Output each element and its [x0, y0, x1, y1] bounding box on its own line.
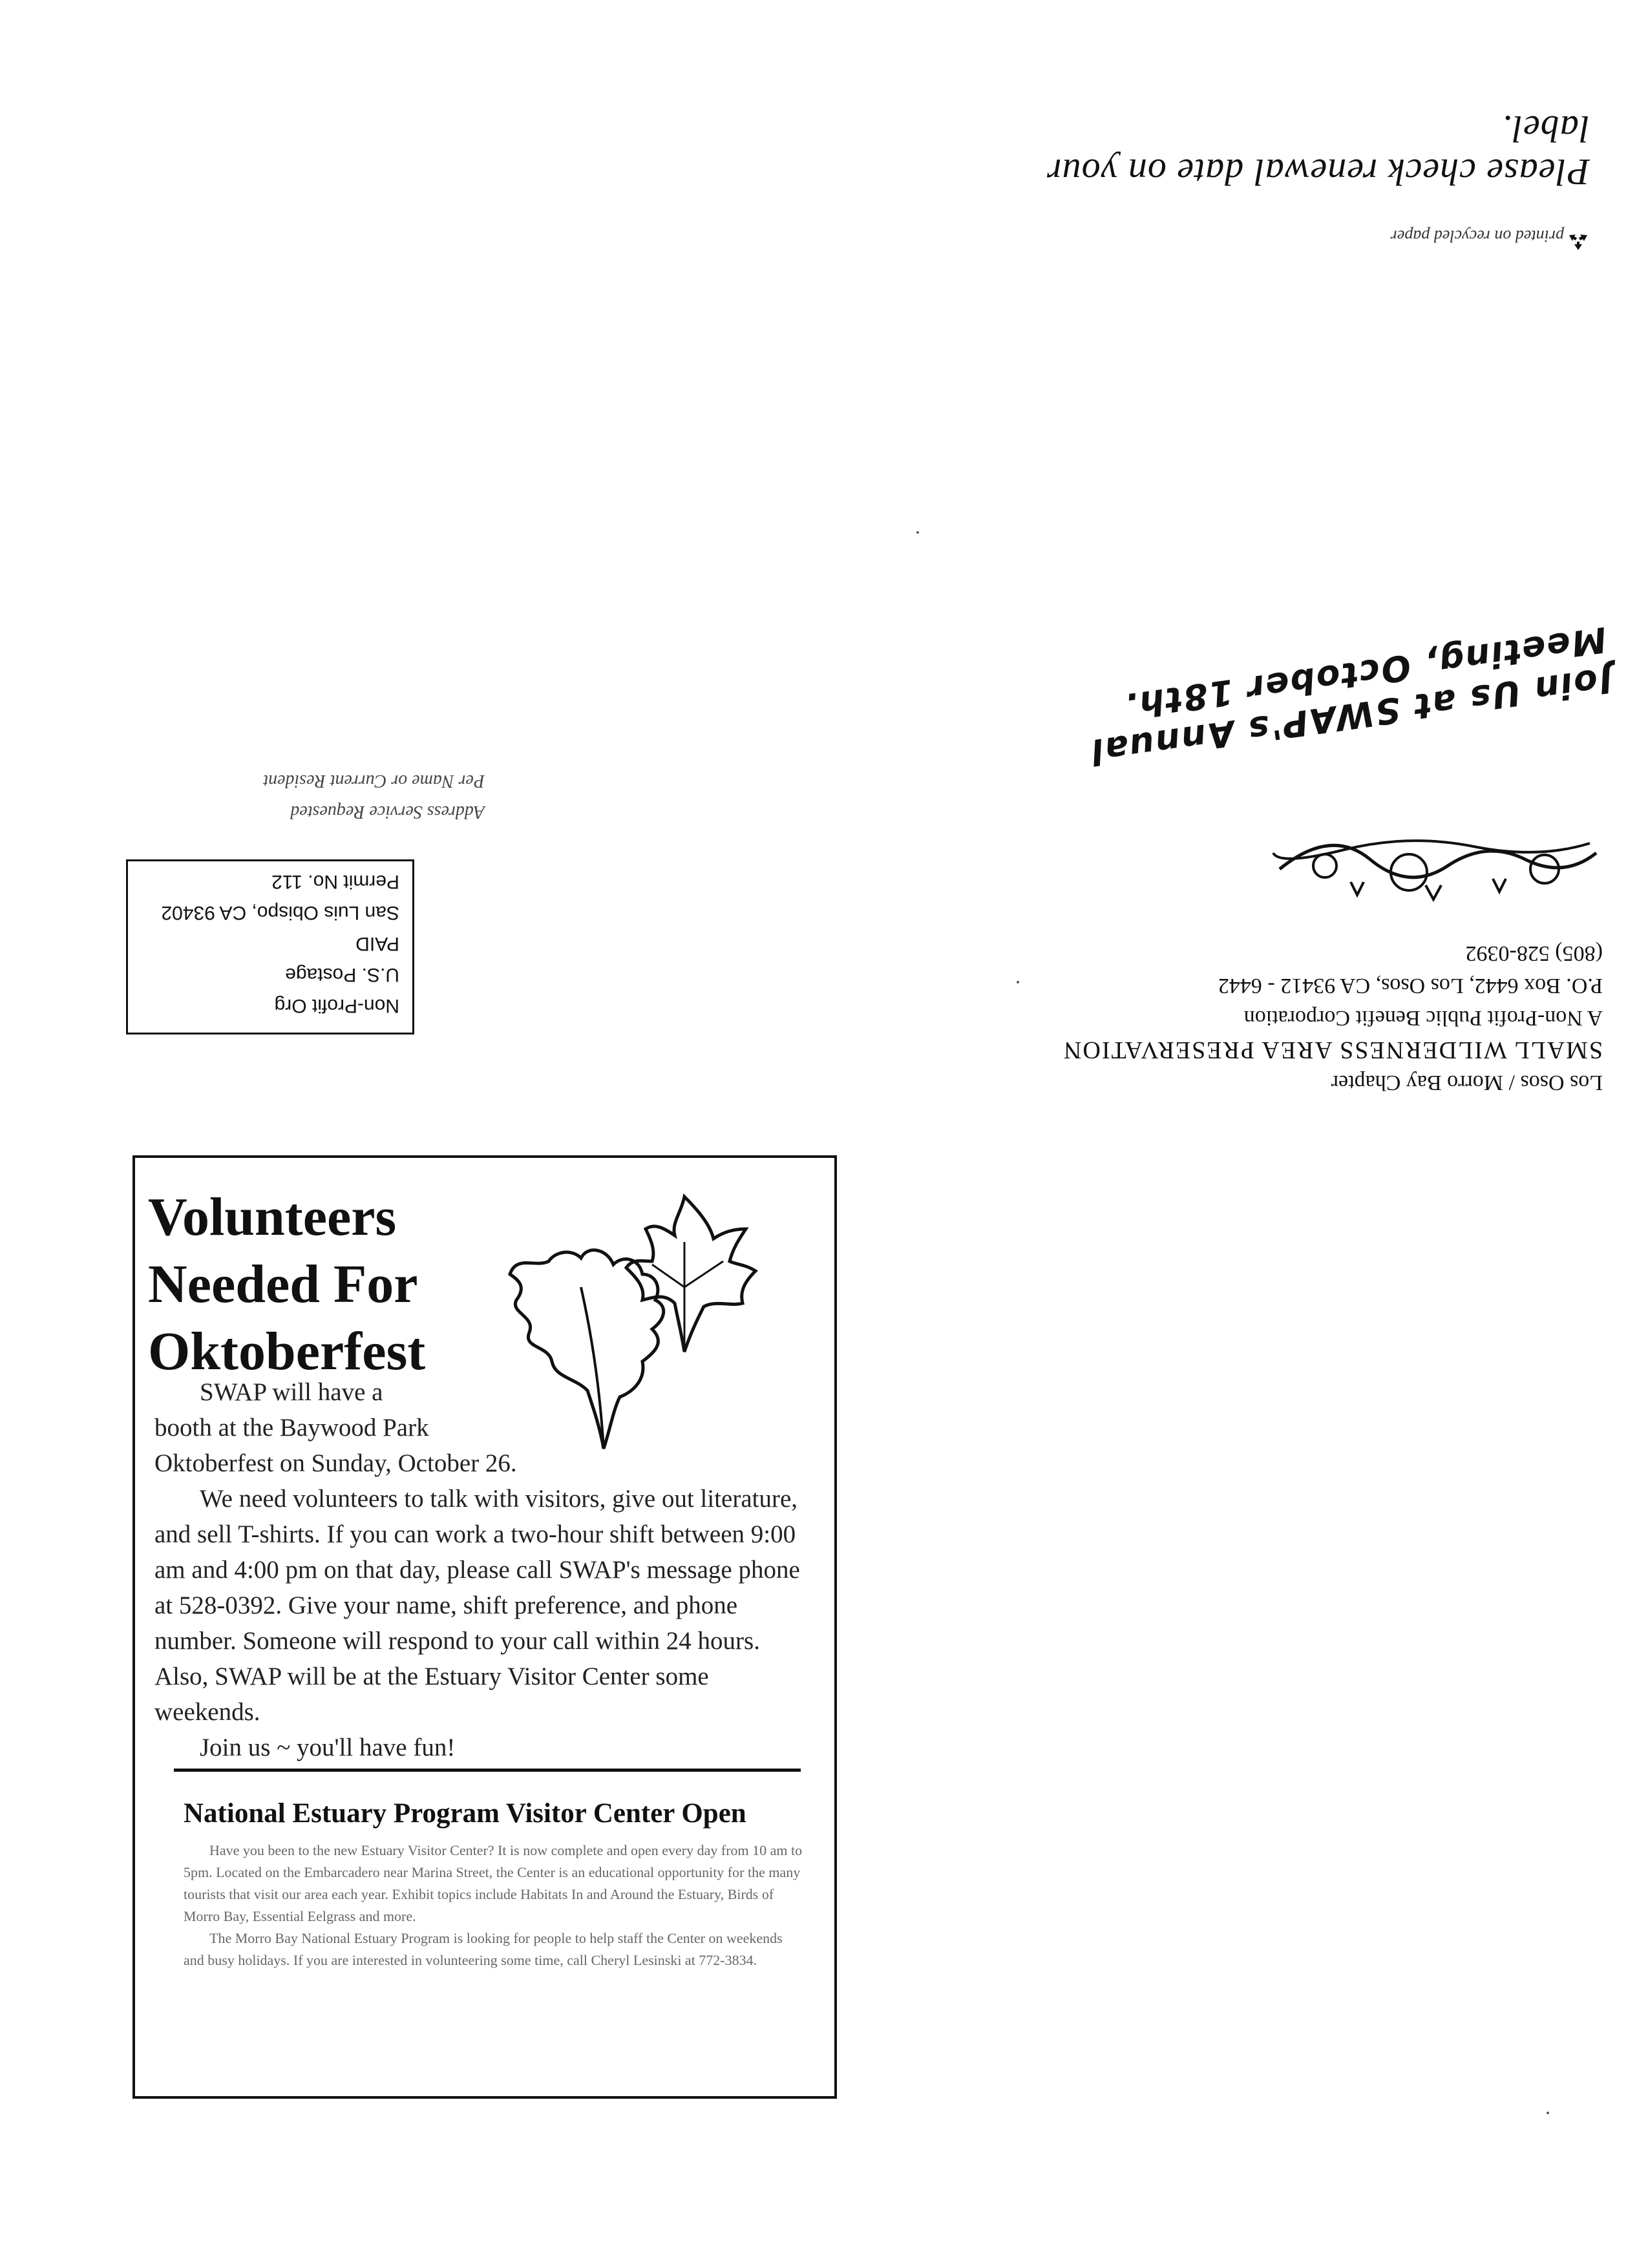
- corporation-line: A Non-Profit Public Benefit Corporation: [1243, 1006, 1603, 1030]
- oktoberfest-article: [132, 1155, 837, 2099]
- title-line: Needed For: [148, 1254, 418, 1314]
- renewal-notice-block: [1008, 108, 1590, 258]
- organization-name: SMALL WILDERNESS AREA PRESERVATION: [1062, 1036, 1603, 1064]
- section-divider: [174, 1769, 801, 1772]
- estuary-heading: National Estuary Program Visitor Center Open: [184, 1798, 746, 1829]
- renewal-notice: Please check renewal date on your label.: [1046, 108, 1590, 193]
- address-service-line: Address Service Requested: [290, 802, 485, 822]
- title-line: Oktoberfest: [148, 1321, 426, 1381]
- postage-line-1: Non-Profit Org: [274, 995, 399, 1016]
- phone-line: (805) 528-0392: [1465, 941, 1603, 965]
- return-address: [944, 827, 1603, 1098]
- volunteer-paragraph: We need volunteers to talk with visitors, give out literature, and sell T-shirts. If you can work a two-hour shift between 9:00 am and 4:00 pm on that day, please call SWAP's message phone at 528-0392. Give your name, shift preference, and phone number. Someone will respond to your call within 24 hours. Also, SWAP will be at the Estuary Visitor Center some weekends.: [154, 1485, 800, 1726]
- estuary-paragraph: The Morro Bay National Estuary Program is looking for people to help staff the Center on weekends and busy holidays. If you are interested in volunteering some time, call Cheryl Lesinski at 772-3834.: [184, 1930, 783, 1968]
- closing-line: Join us ~ you'll have fun!: [200, 1734, 456, 1761]
- postage-line-2: U.S. Postage: [285, 964, 399, 985]
- chapter-name: Los Osos / Morro Bay Chapter: [1331, 1071, 1603, 1095]
- recycle-icon: [1567, 229, 1590, 252]
- scan-speck: [1017, 981, 1019, 983]
- annual-meeting-note: Join Us at SWAP's Annual Meeting, October 18th.: [1088, 618, 1615, 773]
- estuary-body: [184, 1840, 804, 1971]
- intro-line: Oktoberfest on Sunday, October 26.: [154, 1449, 517, 1477]
- intro-line: booth at the Baywood Park: [154, 1414, 429, 1442]
- landscape-logo-icon: [1267, 827, 1603, 905]
- article-body: [154, 1374, 814, 1765]
- return-address-text: [944, 937, 1603, 1098]
- scan-speck: [916, 531, 919, 534]
- intro-line: SWAP will have a: [200, 1378, 383, 1406]
- recycled-paper-note: printed on recycled paper: [1390, 227, 1564, 246]
- postage-indicia: [126, 859, 414, 1034]
- postage-line-4: San Luis Obispo, CA 93402: [161, 902, 399, 923]
- scan-speck: [1547, 2112, 1549, 2114]
- current-resident-line: Per Name or Current Resident: [263, 771, 485, 791]
- estuary-paragraph: Have you been to the new Estuary Visitor Center? It is now complete and open every day from 10 am to 5pm. Located on the Embarcadero near Marina Street, the Center is an educational opportunity for the many tourists that visit our area each year. Exhibit topics include Habitats In and Around the Estuary, Birds of Morro Bay, Essential Eelgrass and more.: [184, 1842, 803, 1924]
- title-line: Volunteers: [148, 1187, 397, 1247]
- postage-line-3: PAID: [355, 933, 399, 954]
- po-box-line: P.O. Box 6442, Los Osos, CA 93412 - 6442: [1218, 974, 1603, 998]
- address-service-block: [123, 750, 485, 827]
- postage-line-5: Permit No. 112: [271, 871, 399, 892]
- article-title: [148, 1184, 549, 1385]
- annual-meeting-note-block: [893, 571, 1614, 798]
